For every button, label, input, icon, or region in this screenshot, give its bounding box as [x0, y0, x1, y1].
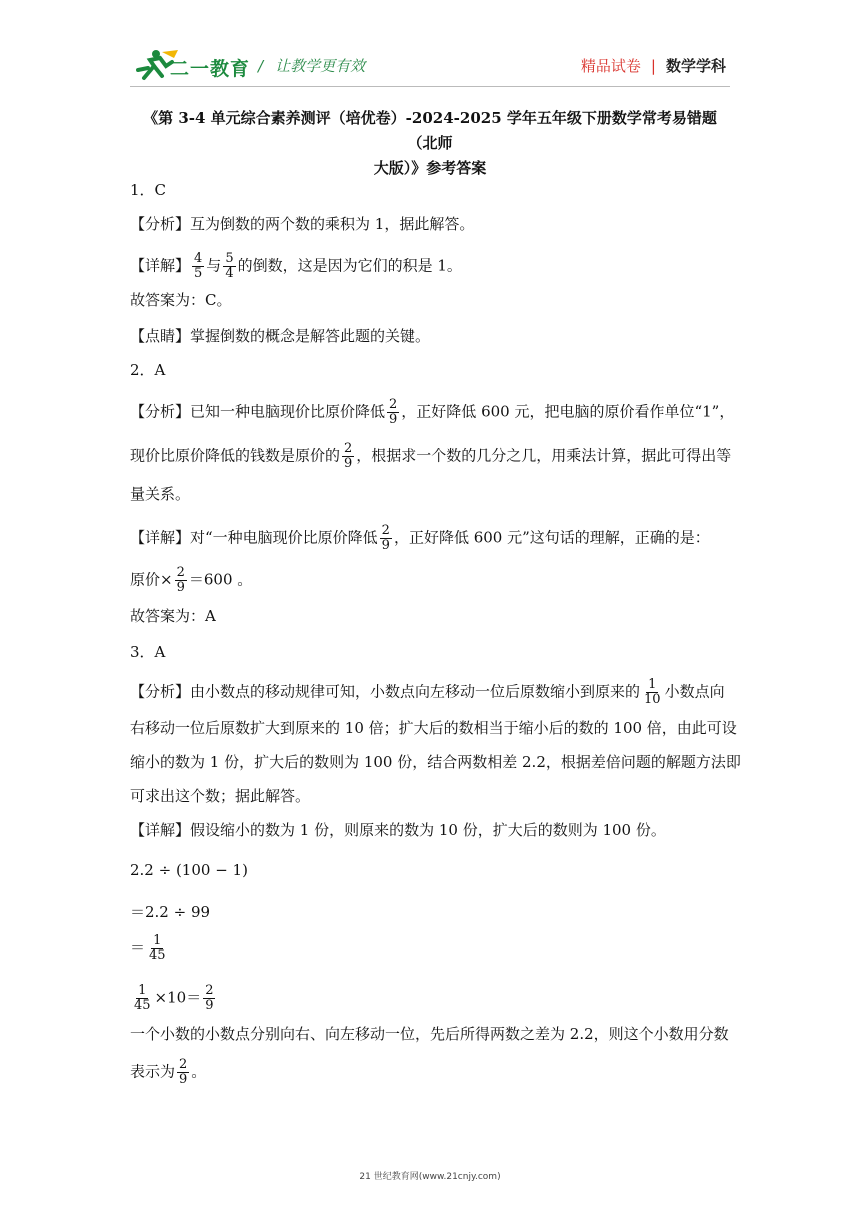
document-title [130, 106, 730, 181]
q3-analysis-line-3: 缩小的数为 1 份，扩大后的数则为 100 份，结合两数相差 2.2，根据差倍问题的解题方法即 [130, 753, 741, 771]
header-divider [130, 86, 730, 87]
title-line-2: 大版）》参考答案 [373, 159, 487, 177]
fraction: $\frac{1}{10}$ [644, 677, 661, 707]
q3-equation-1: 2.2 ÷ (100 − 1) [130, 861, 248, 879]
fraction: $\frac{1}{45}$ [134, 983, 151, 1013]
logo-text: 二一教育 [170, 58, 251, 80]
q2-analysis-line-2: 现价比原价降低的钱数是原价的 $\frac{2}{9}$ ，根据求一个数的几分之几，用乘法计算，据此可得出等 [130, 441, 732, 471]
slogan-slash: / [258, 57, 264, 75]
q2-analysis-line-3: 量关系。 [130, 485, 191, 503]
label-divider: | [650, 57, 656, 75]
header-labels [581, 55, 726, 76]
fraction: $\frac{2}{9}$ [176, 565, 185, 595]
q2-detail: 【详解】对“一种电脑现价比原价降低 $\frac{2}{9}$ ，正好降低 600 元”这句话的理解，正确的是： [130, 523, 710, 553]
q3-number: 3．A [130, 643, 166, 661]
q3-analysis-line-1: 【分析】由小数点的移动规律可知，小数点向左移动一位后原数缩小到原来的 $\frac{1}{10}$ 小数点向 [130, 677, 725, 707]
page-footer: 21 世纪教育网(www.21cnjy.com) [359, 1172, 501, 1182]
slogan [258, 55, 365, 76]
q1-comment: 【点睛】掌握倒数的概念是解答此题的关键。 [130, 327, 431, 345]
slogan-text: 让教学更有效 [275, 57, 366, 75]
label-subject: 数学学科 [665, 57, 726, 75]
fraction: $\frac{4}{5}$ [194, 251, 203, 281]
q2-number: 2．A [130, 361, 166, 379]
q3-conclusion-line-2: 表示为 $\frac{2}{9}$ 。 [130, 1057, 207, 1087]
q1-number: 1．C [130, 181, 167, 199]
fraction: $\frac{2}{9}$ [179, 1057, 188, 1087]
q2-answer: 故答案为：A [130, 607, 216, 625]
q3-equation-4: $\frac{1}{45}$ ×10＝ $\frac{2}{9}$ [134, 983, 214, 1013]
q3-analysis-line-4: 可求出这个数；据此解答。 [130, 787, 311, 805]
q3-equation-3: ＝ $\frac{1}{45}$ [130, 933, 166, 963]
q3-analysis-line-2: 右移动一位后原数扩大到原来的 10 倍；扩大后的数相当于缩小后的数的 100 倍，由此可设 [130, 719, 737, 737]
q1-analysis: 【分析】互为倒数的两个数的乘积为 1，据此解答。 [130, 215, 475, 233]
title-line-1: 《第 3-4 单元综合素养测评（培优卷）-2024-2025 学年五年级下册数学常考易错题（北师 [143, 109, 717, 152]
page-header [0, 0, 860, 92]
fraction: $\frac{2}{9}$ [344, 441, 353, 471]
q1-detail: 【详解】 $\frac{4}{5}$ 与 $\frac{5}{4}$ 的倒数，这是因为它们的积是 1。 [130, 251, 462, 281]
label-premium: 精品试卷 [580, 57, 641, 75]
fraction: $\frac{2}{9}$ [381, 523, 390, 553]
q3-detail: 【详解】假设缩小的数为 1 份，则原来的数为 10 份，扩大后的数则为 100 份。 [130, 821, 666, 839]
q3-conclusion-line-1: 一个小数的小数点分别向右、向左移动一位，先后所得两数之差为 2.2，则这个小数用分数 [130, 1025, 729, 1043]
q2-equation: 原价× $\frac{2}{9}$ ＝600 。 [130, 565, 253, 595]
q3-equation-2: ＝2.2 ÷ 99 [130, 903, 211, 921]
q1-answer: 故答案为：C。 [130, 291, 232, 309]
fraction: $\frac{5}{4}$ [225, 251, 234, 281]
q2-analysis-line-1: 【分析】已知一种电脑现价比原价降低 $\frac{2}{9}$ ，正好降低 600 元，把电脑的原价看作单位“1”， [130, 397, 735, 427]
fraction: $\frac{2}{9}$ [205, 983, 214, 1013]
fraction: $\frac{2}{9}$ [389, 397, 398, 427]
fraction: $\frac{1}{45}$ [149, 933, 166, 963]
